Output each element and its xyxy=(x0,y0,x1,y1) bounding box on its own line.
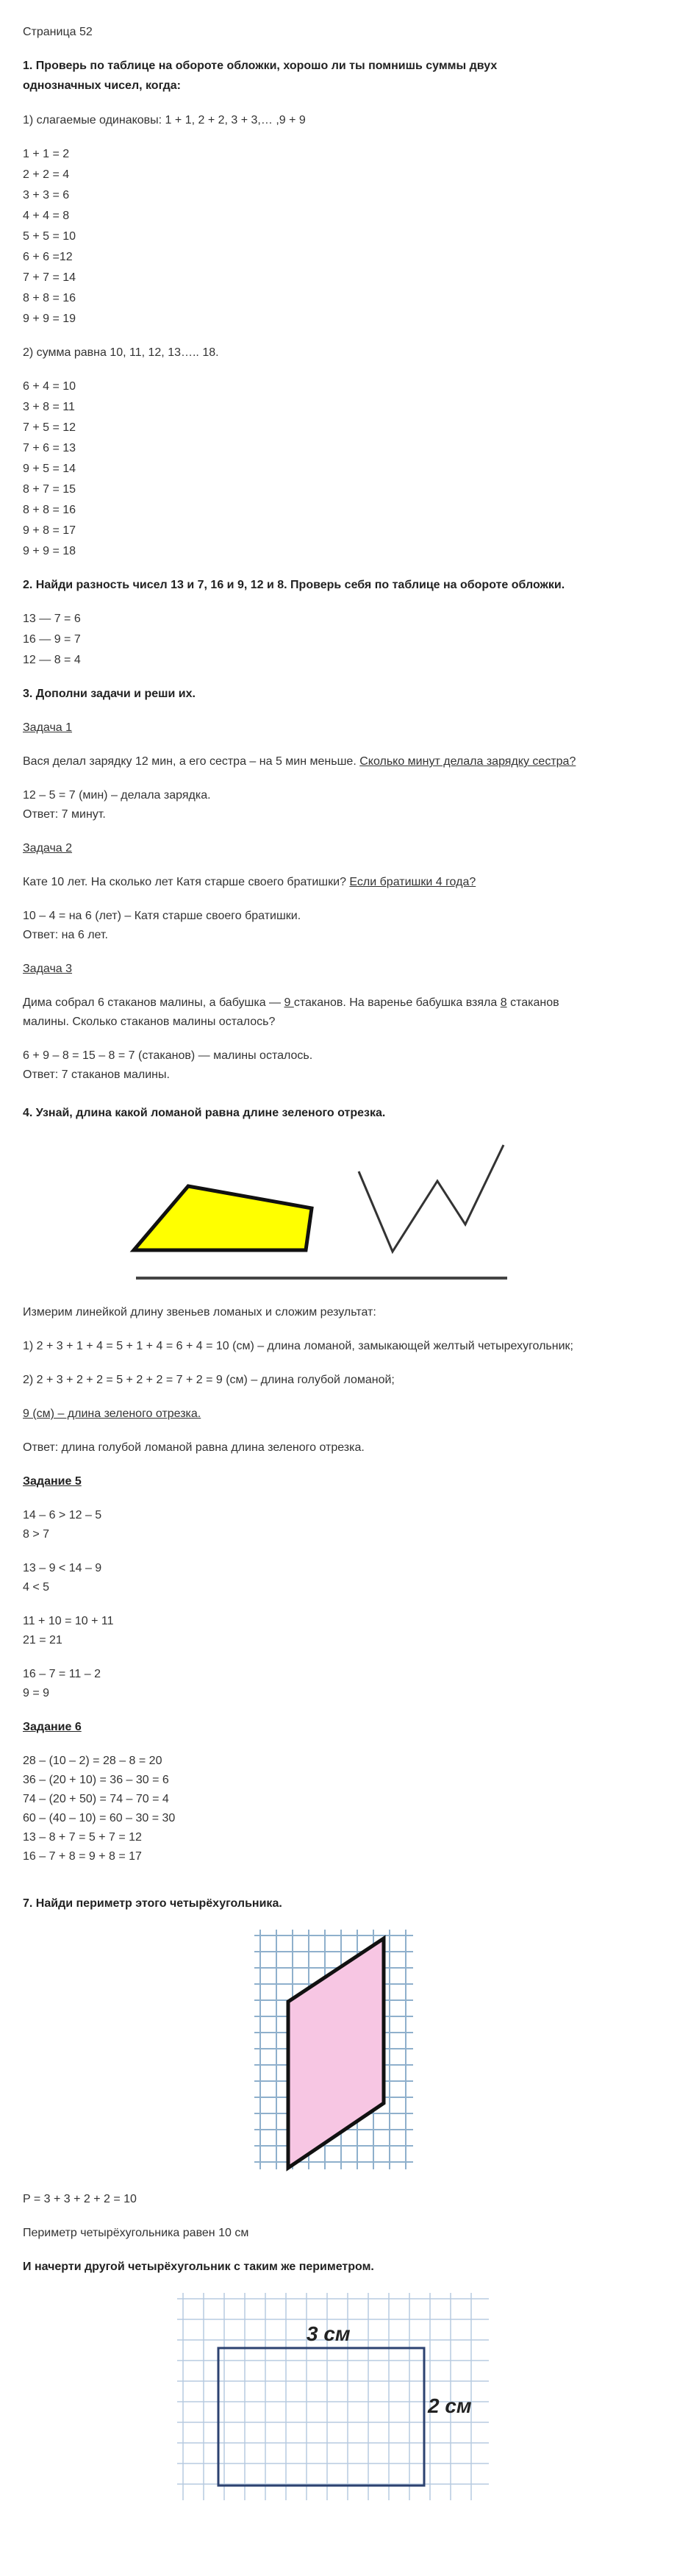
task4-line1: 1) 2 + 3 + 1 + 4 = 5 + 1 + 4 = 6 + 4 = 10 (см) – длина ломаной, замыкающей желтый четырехугольник; xyxy=(23,1340,573,1352)
task1-part1-line: 1 + 1 = 2 xyxy=(23,148,70,160)
task5-line: 13 – 9 < 14 – 9 xyxy=(23,1562,102,1574)
z3-text-line1 xyxy=(23,995,559,1011)
task4-line3: 9 (см) – длина зеленого отрезка. xyxy=(23,1407,201,1420)
task2-line: 16 — 9 = 7 xyxy=(23,633,81,646)
z2-solution: 10 – 4 = на 6 (лет) – Катя старше своего братишки. xyxy=(23,910,301,922)
rectangle-grid-figure xyxy=(173,2287,496,2500)
z2-answer: Ответ: на 6 лет. xyxy=(23,929,108,941)
task4-measure-intro: Измерим линейкой длину звеньев ломаных и сложим результат: xyxy=(23,1306,376,1319)
z1-solution: 12 – 5 = 7 (мин) – делала зарядка. xyxy=(23,789,211,802)
zigzag-polyline xyxy=(359,1145,504,1252)
task1-part2-line: 7 + 6 = 13 xyxy=(23,442,76,454)
task1-part2-line: 8 + 8 = 16 xyxy=(23,504,76,516)
task6-line: 60 – (40 – 10) = 60 – 30 = 30 xyxy=(23,1812,176,1824)
task1-part2-line: 7 + 5 = 12 xyxy=(23,421,76,434)
task1-part1-line: 9 + 9 = 19 xyxy=(23,313,76,325)
task1-part1-line: 8 + 8 = 16 xyxy=(23,292,76,304)
task2-heading: 2. Найди разность чисел 13 и 7, 16 и 9, 12 и 8. Проверь себя по таблице на обороте обложки. xyxy=(23,579,565,591)
task5-line: 9 = 9 xyxy=(23,1687,50,1699)
rect-label-top: 3 см xyxy=(307,2322,351,2345)
task1-part1-line: 7 + 7 = 14 xyxy=(23,271,76,284)
task5-line: 16 – 7 = 11 – 2 xyxy=(23,1668,101,1680)
task4-answer: Ответ: длина голубой ломаной равна длина зеленого отрезка. xyxy=(23,1441,365,1454)
task1-part1-line: 4 + 4 = 8 xyxy=(23,210,70,222)
z1-title: Задача 1 xyxy=(23,721,73,734)
z3-answer: Ответ: 7 стаканов малины. xyxy=(23,1068,170,1081)
task4-line2: 2) 2 + 3 + 2 + 2 = 5 + 2 + 2 = 7 + 2 = 9 (см) – длина голубой ломаной; xyxy=(23,1374,395,1386)
z3-text-b: стаканов. На варенье бабушка взяла xyxy=(293,996,501,1009)
task5-line: 11 + 10 = 10 + 11 xyxy=(23,1615,114,1627)
task1-part2-line: 3 + 8 = 11 xyxy=(23,401,75,413)
task6-line: 28 – (10 – 2) = 28 – 8 = 20 xyxy=(23,1755,162,1767)
task3-heading: 3. Дополни задачи и реши их. xyxy=(23,688,196,700)
task6-line: 13 – 8 + 7 = 5 + 7 = 12 xyxy=(23,1831,142,1844)
task5-title: Задание 5 xyxy=(23,1475,82,1488)
z3-underlined-9: 9 xyxy=(284,996,294,1009)
task6-line: 36 – (20 + 10) = 36 – 30 = 6 xyxy=(23,1774,169,1786)
z2-title: Задача 2 xyxy=(23,842,73,854)
task7-heading: 7. Найди периметр этого четырёхугольника. xyxy=(23,1897,282,1910)
task5-line: 14 – 6 > 12 – 5 xyxy=(23,1509,102,1521)
polylines-figure xyxy=(125,1118,544,1287)
task5-line: 8 > 7 xyxy=(23,1528,50,1541)
z2-question: Если братишки 4 года? xyxy=(349,876,476,888)
task1-part2-line: 9 + 5 = 14 xyxy=(23,463,76,475)
z1-text-plain: Вася делал зарядку 12 мин, а его сестра – на 5 мин меньше. xyxy=(23,755,360,768)
z3-text-c: стаканов xyxy=(506,996,559,1009)
rect-label-side: 2 см xyxy=(428,2394,472,2417)
task1-part1-line: 3 + 3 = 6 xyxy=(23,189,70,201)
page-title: Страница 52 xyxy=(23,26,93,38)
task2-line: 13 — 7 = 6 xyxy=(23,613,81,625)
z3-text-line2: малины. Сколько стаканов малины осталось? xyxy=(23,1016,276,1028)
task1-part2-line: 6 + 4 = 10 xyxy=(23,380,76,393)
z1-answer: Ответ: 7 минут. xyxy=(23,808,106,821)
z1-question: Сколько минут делала зарядку сестра? xyxy=(359,755,576,768)
parallelogram-grid-figure xyxy=(250,1925,419,2175)
z2-text-plain: Кате 10 лет. На сколько лет Катя старше своего братишки? xyxy=(23,876,350,888)
z3-underlined-8: 8 xyxy=(500,996,507,1009)
task1-part2-line: 9 + 8 = 17 xyxy=(23,524,76,537)
task4-heading: 4. Узнай, длина какой ломаной равна длине зеленого отрезка. xyxy=(23,1107,386,1119)
task5-line: 4 < 5 xyxy=(23,1581,50,1594)
task1-part2-intro: 2) сумма равна 10, 11, 12, 13….. 18. xyxy=(23,346,219,359)
task1-part1-line: 6 + 6 =12 xyxy=(23,251,73,263)
task1-part2-line: 9 + 9 = 18 xyxy=(23,545,76,557)
task6-title: Задание 6 xyxy=(23,1721,82,1733)
task1-part2-line: 8 + 7 = 15 xyxy=(23,483,76,496)
z1-text xyxy=(23,754,576,770)
task1-heading-line1: 1. Проверь по таблице на обороте обложки, хорошо ли ты помнишь суммы двух xyxy=(23,60,498,72)
z2-text xyxy=(23,874,476,891)
task1-heading-line2: однозначных чисел, когда: xyxy=(23,79,182,92)
perimeter-formula: P = 3 + 3 + 2 + 2 = 10 xyxy=(23,2193,137,2205)
rectangle xyxy=(218,2348,424,2486)
perimeter-result: Периметр четырёхугольника равен 10 см xyxy=(23,2227,249,2239)
task6-line: 16 – 7 + 8 = 9 + 8 = 17 xyxy=(23,1850,142,1863)
z3-title: Задача 3 xyxy=(23,963,73,975)
task2-line: 12 — 8 = 4 xyxy=(23,654,81,666)
task1-part1-line: 5 + 5 = 10 xyxy=(23,230,76,243)
parallelogram xyxy=(288,1938,384,2168)
task5-line: 21 = 21 xyxy=(23,1634,62,1646)
task6-line: 74 – (20 + 50) = 74 – 70 = 4 xyxy=(23,1793,169,1805)
draw-heading: И начерти другой четырёхугольник с таким же периметром. xyxy=(23,2261,374,2273)
task1-part1-intro: 1) слагаемые одинаковы: 1 + 1, 2 + 2, 3 + 3,… ,9 + 9 xyxy=(23,114,306,126)
yellow-quadrilateral xyxy=(134,1186,312,1250)
z3-text-a: Дима собрал 6 стаканов малины, а бабушка — xyxy=(23,996,284,1009)
z3-solution: 6 + 9 – 8 = 15 – 8 = 7 (стаканов) — малины осталось. xyxy=(23,1049,313,1062)
task1-part1-line: 2 + 2 = 4 xyxy=(23,168,70,181)
